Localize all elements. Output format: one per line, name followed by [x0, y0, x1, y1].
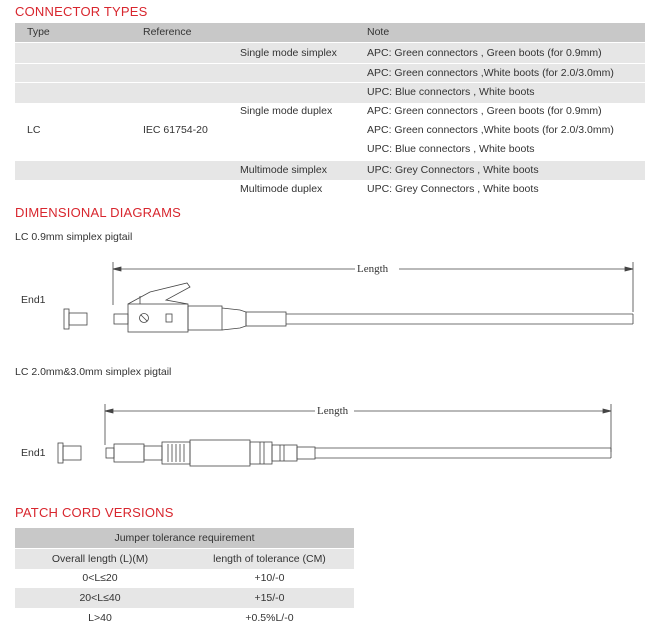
- type-cell: LC: [27, 124, 41, 136]
- diagram1-length-label: Length: [357, 263, 389, 275]
- note-text: APC: Green connectors , Green boots (for 0.9mm): [367, 47, 602, 59]
- note-text: UPC: Grey Connectors , White boots: [367, 183, 539, 195]
- header-overall-length: Overall length (L)(M): [51, 553, 149, 565]
- length-cell: 0<L≤20: [82, 572, 118, 584]
- group-name: Multimode duplex: [240, 183, 323, 195]
- header-note: Note: [367, 26, 390, 38]
- table-row: [15, 608, 354, 628]
- header-tolerance: length of tolerance (CM): [213, 553, 326, 565]
- tolerance-table-title-row: [15, 528, 354, 548]
- tolerance-cell: +10/-0: [254, 572, 285, 584]
- tolerance-table-header: [15, 549, 354, 569]
- group-name: Multimode simplex: [240, 164, 327, 176]
- note-text: UPC: Blue connectors , White boots: [367, 86, 535, 98]
- diagram2-length-label: Length: [317, 405, 349, 417]
- note-text: UPC: Blue connectors , White boots: [367, 143, 535, 155]
- group-name: Single mode duplex: [240, 105, 333, 117]
- tolerance-cell: +15/-0: [254, 592, 285, 604]
- patch-cord-title: PATCH CORD VERSIONS: [15, 505, 174, 520]
- connector-types-title: CONNECTOR TYPES: [15, 4, 148, 19]
- tolerance-table-title: Jumper tolerance requirement: [114, 532, 255, 544]
- diagram1-end-label: End1: [21, 294, 46, 306]
- table-row: [15, 588, 354, 608]
- diagram2-caption: LC 2.0mm&3.0mm simplex pigtail: [15, 366, 172, 378]
- dimensional-title: DIMENSIONAL DIAGRAMS: [15, 205, 182, 220]
- note-text: APC: Green connectors ,White boots (for 2.0/3.0mm): [367, 124, 614, 136]
- group-name: Single mode simplex: [240, 47, 337, 59]
- note-text: APC: Green connectors ,White boots (for 2.0/3.0mm): [367, 67, 614, 79]
- diagram2-end-label: End1: [21, 447, 46, 459]
- note-text: UPC: Grey Connectors , White boots: [367, 164, 539, 176]
- length-cell: L>40: [88, 612, 112, 624]
- table-row: [15, 569, 354, 588]
- header-type: Type: [27, 26, 50, 38]
- reference-cell: IEC 61754-20: [143, 124, 208, 136]
- note-text: APC: Green connectors , Green boots (for 0.9mm): [367, 105, 602, 117]
- header-reference: Reference: [143, 26, 192, 38]
- tolerance-cell: +0.5%L/-0: [245, 612, 294, 624]
- diagram1-caption: LC 0.9mm simplex pigtail: [15, 231, 133, 243]
- length-cell: 20<L≤40: [79, 592, 121, 604]
